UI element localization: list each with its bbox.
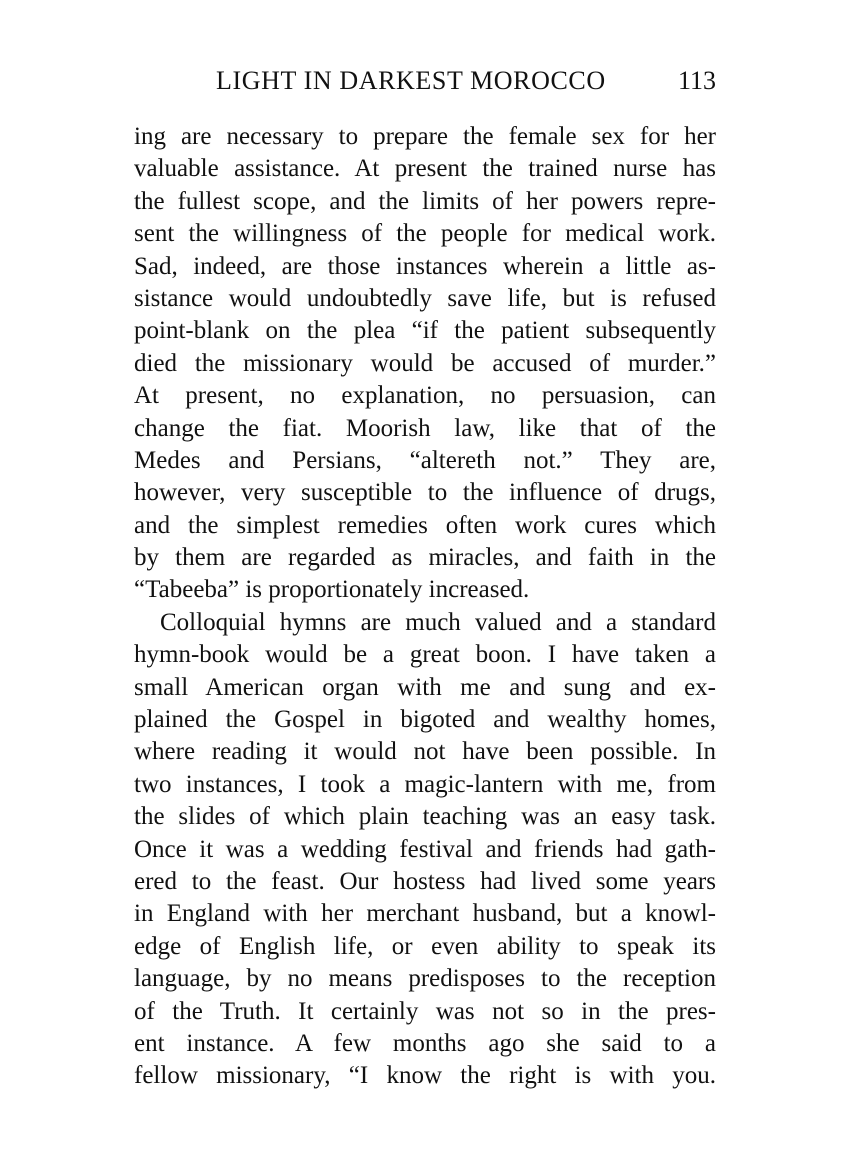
text-line: valuable assistance. At present the trained nurse has bbox=[134, 155, 716, 183]
text-line: fellow missionary, “I know the right is with you. bbox=[134, 1062, 716, 1090]
text-line: sent the willingness of the people for medical work. bbox=[134, 220, 716, 248]
text-line: Sad, indeed, are those instances wherein a little as- bbox=[134, 252, 716, 280]
text-line: sistance would undoubtedly save life, but is refused bbox=[134, 284, 716, 312]
text-line: however, very susceptible to the influence of drugs, bbox=[134, 479, 716, 507]
text-line: edge of English life, or even ability to speak its bbox=[134, 932, 716, 960]
text-line: change the fiat. Moorish law, like that of the bbox=[134, 414, 716, 442]
text-line: plained the Gospel in bigoted and wealthy homes, bbox=[134, 706, 716, 734]
text-line: language, by no means predisposes to the reception bbox=[134, 965, 716, 993]
text-line: ing are necessary to prepare the female sex for her bbox=[134, 123, 716, 150]
text-line: small American organ with me and sung and ex- bbox=[134, 673, 716, 701]
text-line: ent instance. A few months ago she said to a bbox=[134, 1029, 716, 1057]
text-line: point-blank on the plea “if the patient subsequently bbox=[134, 317, 716, 345]
running-header bbox=[134, 66, 716, 106]
body-text bbox=[134, 121, 716, 1093]
text-line: died the missionary would be accused of murder.” bbox=[134, 349, 716, 377]
text-line: by them are regarded as miracles, and faith in the bbox=[134, 544, 716, 572]
text-line: of the Truth. It certainly was not so in the pres- bbox=[134, 997, 716, 1025]
text-line: Once it was a wedding festival and friends had gath- bbox=[134, 835, 716, 863]
text-line: hymn-book would be a great boon. I have taken a bbox=[134, 641, 716, 669]
text-line: At present, no explanation, no persuasion, can bbox=[134, 382, 716, 410]
page-number: 113 bbox=[677, 66, 716, 95]
text-line: the slides of which plain teaching was an easy task. bbox=[134, 803, 716, 831]
running-title: LIGHT IN DARKEST MOROCCO bbox=[216, 66, 606, 95]
text-line: “Tabeeba” is proportionately increased. bbox=[134, 576, 530, 604]
paragraph-2 bbox=[134, 607, 716, 1093]
text-line: the fullest scope, and the limits of her powers repre- bbox=[134, 187, 716, 215]
paragraph-1 bbox=[134, 121, 716, 607]
text-line: Medes and Persians, “altereth not.” They are, bbox=[134, 446, 716, 474]
text-line: where reading it would not have been possible. In bbox=[134, 738, 716, 766]
text-line: and the simplest remedies often work cures which bbox=[134, 511, 716, 539]
text-line: two instances, I took a magic-lantern with me, from bbox=[134, 770, 716, 798]
text-line: ered to the feast. Our hostess had lived some years bbox=[134, 867, 716, 895]
text-line: Colloquial hymns are much valued and a standard bbox=[160, 608, 716, 636]
text-line: in England with her merchant husband, but a knowl- bbox=[134, 900, 716, 928]
